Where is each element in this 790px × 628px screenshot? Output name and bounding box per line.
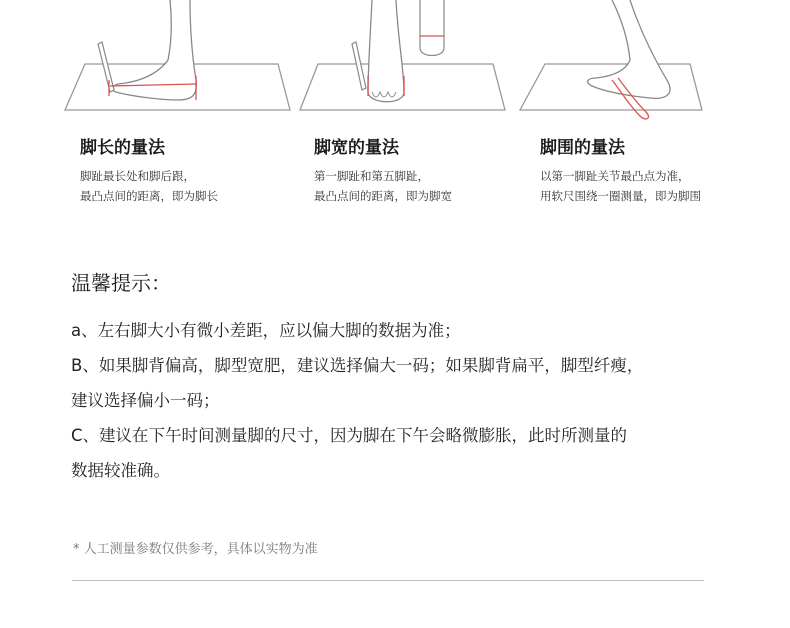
foot-girth-desc-line: 用软尺围绕一圈测量，即为脚围 — [540, 189, 701, 203]
foot-width-desc-line: 第一脚趾和第五脚趾， — [314, 169, 429, 183]
pencil-left — [98, 42, 114, 92]
foot-girth-title: 脚围的量法 — [540, 138, 625, 158]
foot-length-desc-line: 脚趾最长处和脚后跟， — [80, 169, 195, 183]
tip-line: B、如果脚背偏高，脚型宽肥，建议选择偏大一码；如果脚背扁平，脚型纤瘦， — [71, 356, 644, 375]
tips-body — [71, 313, 731, 488]
disclaimer-note: * 人工测量参数仅供参考，具体以实物为准 — [73, 542, 318, 557]
tip-line: 数据较准确。 — [71, 461, 170, 480]
foot-width-desc — [314, 166, 452, 206]
foot-width-title: 脚宽的量法 — [314, 138, 399, 158]
divider — [72, 580, 704, 581]
tips-title: 温馨提示： — [71, 271, 171, 295]
foot-girth-desc-line: 以第一脚趾关节最凸点为准， — [540, 169, 690, 183]
tip-line: 建议选择偏小一码； — [71, 391, 220, 410]
foot-girth-column — [540, 136, 701, 206]
foot-length-column — [80, 136, 218, 206]
tip-line: a、左右脚大小有微小差距，应以偏大脚的数据为准； — [71, 321, 461, 340]
foot-side-right — [588, 0, 670, 98]
foot-raised — [420, 0, 444, 56]
foot-length-desc-line: 最凸点间的距离，即为脚长 — [80, 189, 218, 203]
foot-measurement-illustration — [0, 0, 790, 125]
foot-width-column — [314, 136, 452, 206]
foot-length-desc — [80, 166, 218, 206]
foot-length-title: 脚长的量法 — [80, 138, 165, 158]
foot-girth-desc — [540, 166, 701, 206]
foot-front — [368, 0, 404, 102]
pencil-middle — [352, 42, 366, 90]
foot-width-desc-line: 最凸点间的距离，即为脚宽 — [314, 189, 452, 203]
tip-line: C、建议在下午时间测量脚的尺寸，因为脚在下午会略微膨胀，此时所测量的 — [71, 426, 628, 445]
